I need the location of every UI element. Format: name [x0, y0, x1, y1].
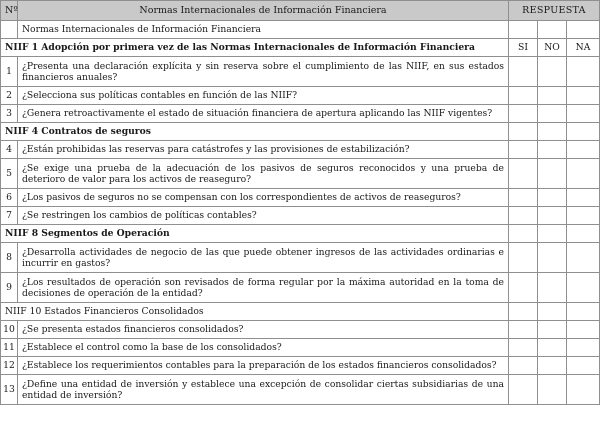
- section-row: [1, 303, 600, 321]
- question-row: [1, 243, 600, 273]
- question-text: ¿Están prohibidas las reservas para catástrofes y las provisiones de estabilización?: [18, 141, 509, 159]
- section-title: NIIF 1 Adopción por primera vez de las Normas Internacionales de Información Financiera: [1, 39, 509, 57]
- question-text: ¿Desarrolla actividades de negocio de las que puede obtener ingresos de las actividades ordinarias e incurrir en gastos?: [18, 243, 509, 273]
- question-text: ¿Establece el control como la base de los consolidados?: [18, 339, 509, 357]
- answer-cell-no[interactable]: [538, 357, 567, 375]
- answer-cell-no[interactable]: [538, 105, 567, 123]
- answer-cell-si: [509, 225, 538, 243]
- answer-cell-na: [567, 123, 600, 141]
- answer-cell-no[interactable]: [538, 189, 567, 207]
- answer-cell-no[interactable]: [538, 207, 567, 225]
- answer-cell-si[interactable]: [509, 375, 538, 405]
- question-number: 7: [1, 207, 18, 225]
- answer-cell-na[interactable]: [567, 21, 600, 39]
- answer-cell-na[interactable]: [567, 273, 600, 303]
- answer-cell-si[interactable]: [509, 339, 538, 357]
- answer-cell-no[interactable]: [538, 21, 567, 39]
- question-row: [1, 339, 600, 357]
- question-text: ¿Establece los requerimientos contables para la preparación de los estados financieros consolidados?: [18, 357, 509, 375]
- option-si-label: SI: [509, 39, 538, 57]
- answer-cell-no: [538, 123, 567, 141]
- answer-cell-na[interactable]: [567, 87, 600, 105]
- answer-cell-si: [509, 123, 538, 141]
- answer-cell-si[interactable]: [509, 21, 538, 39]
- question-text: ¿Selecciona sus políticas contables en función de las NIIF?: [18, 87, 509, 105]
- section-title: NIIF 4 Contratos de seguros: [1, 123, 509, 141]
- answer-cell-si[interactable]: [509, 159, 538, 189]
- question-row: [1, 105, 600, 123]
- question-number: 1: [1, 57, 18, 87]
- question-row: [1, 321, 600, 339]
- question-text: ¿Define una entidad de inversión y establece una excepción de consolidar ciertas subsidiarias de una entidad de inversión?: [18, 375, 509, 405]
- table-header-row: [1, 1, 600, 21]
- question-number: 9: [1, 273, 18, 303]
- answer-cell-no[interactable]: [538, 87, 567, 105]
- question-number: 12: [1, 357, 18, 375]
- question-row: [1, 207, 600, 225]
- question-number: 3: [1, 105, 18, 123]
- question-number: 4: [1, 141, 18, 159]
- answer-cell-no[interactable]: [538, 141, 567, 159]
- header-respuesta: RESPUESTA: [509, 1, 600, 21]
- answer-cell-na[interactable]: [567, 321, 600, 339]
- question-row: [1, 375, 600, 405]
- question-text: ¿Se restringen los cambios de políticas contables?: [18, 207, 509, 225]
- section-title: NIIF 10 Estados Financieros Consolidados: [1, 303, 509, 321]
- option-na-label: NA: [567, 39, 600, 57]
- table-title-row: [1, 21, 600, 39]
- question-number: 13: [1, 375, 18, 405]
- answer-cell-na[interactable]: [567, 375, 600, 405]
- question-row: [1, 273, 600, 303]
- title-num-cell: [1, 21, 18, 39]
- header-title: Normas Internacionales de Información Financiera: [18, 1, 509, 21]
- answer-cell-no[interactable]: [538, 375, 567, 405]
- answer-cell-na[interactable]: [567, 57, 600, 87]
- question-number: 6: [1, 189, 18, 207]
- answer-cell-si[interactable]: [509, 141, 538, 159]
- answer-cell-no[interactable]: [538, 339, 567, 357]
- question-row: [1, 57, 600, 87]
- answer-cell-si[interactable]: [509, 273, 538, 303]
- answer-cell-na[interactable]: [567, 105, 600, 123]
- answer-cell-si[interactable]: [509, 105, 538, 123]
- answer-cell-si[interactable]: [509, 357, 538, 375]
- question-text: ¿Los pasivos de seguros no se compensan con los correspondientes de activos de reaseguros?: [18, 189, 509, 207]
- answer-cell-no: [538, 303, 567, 321]
- header-num: Nº: [1, 1, 18, 21]
- answer-cell-na[interactable]: [567, 189, 600, 207]
- question-row: [1, 357, 600, 375]
- question-text: ¿Los resultados de operación son revisados de forma regular por la máxima autoridad en la toma de decisiones de operación de la entidad?: [18, 273, 509, 303]
- question-number: 5: [1, 159, 18, 189]
- answer-cell-si[interactable]: [509, 207, 538, 225]
- answer-cell-na[interactable]: [567, 141, 600, 159]
- question-number: 10: [1, 321, 18, 339]
- option-no-label: NO: [538, 39, 567, 57]
- answer-cell-si[interactable]: [509, 321, 538, 339]
- question-number: 11: [1, 339, 18, 357]
- question-row: [1, 189, 600, 207]
- question-text: ¿Presenta una declaración explícita y sin reserva sobre el cumplimiento de las NIIF, en sus estados financieros anuales?: [18, 57, 509, 87]
- answer-cell-na[interactable]: [567, 243, 600, 273]
- answer-cell-si[interactable]: [509, 243, 538, 273]
- answer-cell-no[interactable]: [538, 273, 567, 303]
- table-title: Normas Internacionales de Información Financiera: [18, 21, 509, 39]
- answer-cell-no[interactable]: [538, 57, 567, 87]
- answer-cell-no[interactable]: [538, 321, 567, 339]
- question-row: [1, 159, 600, 189]
- answer-cell-na: [567, 225, 600, 243]
- question-text: ¿Se exige una prueba de la adecuación de los pasivos de seguros reconocidos y una prueba de deterioro de valor para los activos de reaseguro?: [18, 159, 509, 189]
- question-row: [1, 87, 600, 105]
- answer-cell-si[interactable]: [509, 189, 538, 207]
- answer-cell-na[interactable]: [567, 357, 600, 375]
- section-title: NIIF 8 Segmentos de Operación: [1, 225, 509, 243]
- answer-cell-no[interactable]: [538, 243, 567, 273]
- section-row: [1, 39, 600, 57]
- answer-cell-si[interactable]: [509, 57, 538, 87]
- question-number: 8: [1, 243, 18, 273]
- section-row: [1, 123, 600, 141]
- answer-cell-na: [567, 303, 600, 321]
- answer-cell-na[interactable]: [567, 207, 600, 225]
- question-text: ¿Genera retroactivamente el estado de situación financiera de apertura aplicando las NIIF vigentes?: [18, 105, 509, 123]
- question-row: [1, 141, 600, 159]
- answer-cell-no[interactable]: [538, 159, 567, 189]
- question-number: 2: [1, 87, 18, 105]
- answer-cell-na[interactable]: [567, 339, 600, 357]
- question-text: ¿Se presenta estados financieros consolidados?: [18, 321, 509, 339]
- answer-cell-no: [538, 225, 567, 243]
- answer-cell-na[interactable]: [567, 159, 600, 189]
- section-row: [1, 225, 600, 243]
- answer-cell-si[interactable]: [509, 87, 538, 105]
- answer-cell-si: [509, 303, 538, 321]
